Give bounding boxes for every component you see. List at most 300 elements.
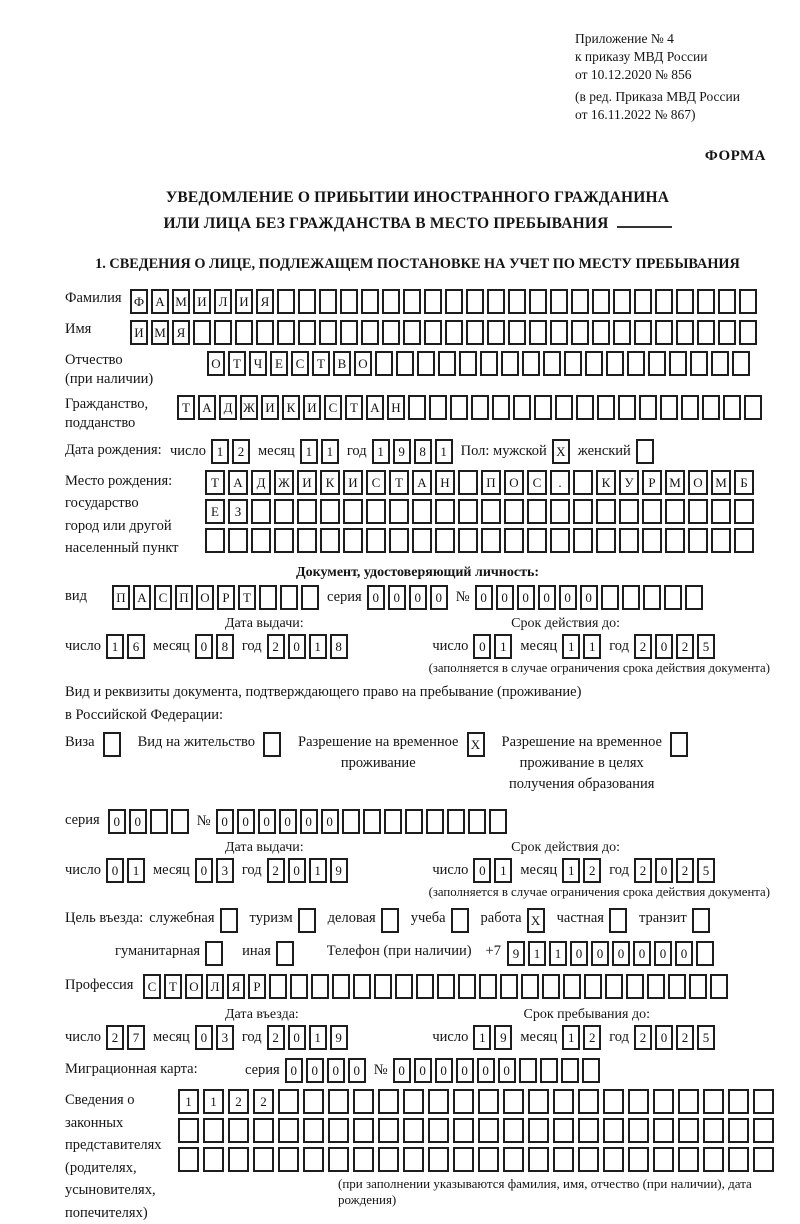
char-cell[interactable]	[634, 320, 652, 345]
char-cell[interactable]: 0	[498, 1058, 516, 1083]
char-cell[interactable]	[478, 1147, 499, 1172]
char-cell[interactable]	[689, 974, 707, 999]
char-cell[interactable]: П	[175, 585, 193, 610]
char-cell[interactable]	[592, 320, 610, 345]
char-cell[interactable]	[193, 320, 211, 345]
char-cell[interactable]	[303, 1089, 324, 1114]
char-cell[interactable]	[555, 395, 573, 420]
char-cell[interactable]: 2	[676, 634, 694, 659]
char-cell[interactable]	[664, 585, 682, 610]
char-cell[interactable]	[603, 1118, 624, 1143]
char-cell[interactable]: 0	[106, 858, 124, 883]
char-cell[interactable]: 1	[127, 858, 145, 883]
char-cell[interactable]	[298, 289, 316, 314]
char-cell[interactable]: 0	[580, 585, 598, 610]
char-cell[interactable]	[503, 1089, 524, 1114]
char-cell[interactable]	[298, 908, 316, 933]
char-cell[interactable]	[642, 528, 662, 553]
char-cell[interactable]	[205, 941, 223, 966]
char-cell[interactable]: О	[185, 974, 203, 999]
char-cell[interactable]: И	[130, 320, 148, 345]
char-cell[interactable]	[378, 1118, 399, 1143]
char-cell[interactable]	[453, 1147, 474, 1172]
char-cell[interactable]: 0	[655, 1025, 673, 1050]
char-cell[interactable]	[478, 1118, 499, 1143]
char-cell[interactable]: О	[688, 470, 708, 495]
char-cell[interactable]	[417, 351, 435, 376]
char-cell[interactable]	[655, 289, 673, 314]
char-cell[interactable]: М	[172, 289, 190, 314]
char-cell[interactable]	[445, 289, 463, 314]
char-cell[interactable]	[697, 289, 715, 314]
char-cell[interactable]	[681, 395, 699, 420]
char-cell[interactable]	[578, 1147, 599, 1172]
char-cell[interactable]: Т	[345, 395, 363, 420]
char-cell[interactable]: 0	[258, 809, 276, 834]
char-cell[interactable]	[728, 1147, 749, 1172]
char-cell[interactable]	[553, 1147, 574, 1172]
char-cell[interactable]	[374, 974, 392, 999]
char-cell[interactable]	[582, 1058, 600, 1083]
char-cell[interactable]	[528, 1147, 549, 1172]
char-cell[interactable]: 0	[473, 634, 491, 659]
char-cell[interactable]	[403, 1118, 424, 1143]
char-cell[interactable]: Т	[389, 470, 409, 495]
char-cell[interactable]: И	[235, 289, 253, 314]
char-cell[interactable]: 1	[435, 439, 453, 464]
char-cell[interactable]	[573, 470, 593, 495]
char-cell[interactable]	[527, 528, 547, 553]
char-cell[interactable]	[361, 289, 379, 314]
char-cell[interactable]: 7	[127, 1025, 145, 1050]
char-cell[interactable]	[259, 585, 277, 610]
char-cell[interactable]	[732, 351, 750, 376]
char-cell[interactable]: Я	[256, 289, 274, 314]
char-cell[interactable]	[690, 351, 708, 376]
char-cell[interactable]	[453, 1118, 474, 1143]
char-cell[interactable]	[710, 974, 728, 999]
char-cell[interactable]	[290, 974, 308, 999]
char-cell[interactable]	[277, 289, 295, 314]
char-cell[interactable]	[670, 732, 688, 757]
char-cell[interactable]	[653, 1147, 674, 1172]
char-cell[interactable]: 0	[612, 941, 630, 966]
char-cell[interactable]	[678, 1147, 699, 1172]
char-cell[interactable]: 8	[216, 634, 234, 659]
char-cell[interactable]: Л	[214, 289, 232, 314]
char-cell[interactable]	[343, 528, 363, 553]
char-cell[interactable]: Я	[227, 974, 245, 999]
char-cell[interactable]	[487, 289, 505, 314]
char-cell[interactable]: 0	[456, 1058, 474, 1083]
char-cell[interactable]	[343, 499, 363, 524]
char-cell[interactable]	[366, 499, 386, 524]
char-cell[interactable]	[403, 320, 421, 345]
char-cell[interactable]	[438, 351, 456, 376]
char-cell[interactable]	[424, 289, 442, 314]
char-cell[interactable]	[280, 585, 298, 610]
char-cell[interactable]	[389, 528, 409, 553]
char-cell[interactable]: Т	[205, 470, 225, 495]
char-cell[interactable]	[178, 1118, 199, 1143]
char-cell[interactable]	[353, 974, 371, 999]
char-cell[interactable]	[150, 809, 168, 834]
char-cell[interactable]: Р	[642, 470, 662, 495]
char-cell[interactable]	[403, 289, 421, 314]
char-cell[interactable]	[534, 395, 552, 420]
char-cell[interactable]	[606, 351, 624, 376]
char-cell[interactable]	[303, 1118, 324, 1143]
char-cell[interactable]: 0	[655, 634, 673, 659]
char-cell[interactable]: 5	[697, 634, 715, 659]
char-cell[interactable]: 0	[430, 585, 448, 610]
char-cell[interactable]: 2	[634, 634, 652, 659]
char-cell[interactable]: 1	[562, 858, 580, 883]
char-cell[interactable]	[564, 351, 582, 376]
char-cell[interactable]	[453, 1089, 474, 1114]
char-cell[interactable]	[340, 289, 358, 314]
char-cell[interactable]	[728, 1118, 749, 1143]
char-cell[interactable]	[692, 908, 710, 933]
char-cell[interactable]	[375, 351, 393, 376]
char-cell[interactable]: 1	[494, 634, 512, 659]
char-cell[interactable]: 1	[309, 858, 327, 883]
char-cell[interactable]	[458, 470, 478, 495]
char-cell[interactable]: 1	[309, 1025, 327, 1050]
char-cell[interactable]: Ф	[130, 289, 148, 314]
char-cell[interactable]	[481, 499, 501, 524]
char-cell[interactable]	[688, 528, 708, 553]
char-cell[interactable]	[513, 395, 531, 420]
char-cell[interactable]: Р	[248, 974, 266, 999]
char-cell[interactable]	[619, 499, 639, 524]
char-cell[interactable]: 2	[676, 1025, 694, 1050]
char-cell[interactable]	[603, 1147, 624, 1172]
char-cell[interactable]	[508, 320, 526, 345]
char-cell[interactable]	[429, 395, 447, 420]
char-cell[interactable]	[319, 320, 337, 345]
char-cell[interactable]: 0	[675, 941, 693, 966]
char-cell[interactable]	[571, 289, 589, 314]
char-cell[interactable]	[353, 1118, 374, 1143]
char-cell[interactable]	[278, 1147, 299, 1172]
char-cell[interactable]	[381, 908, 399, 933]
char-cell[interactable]: 2	[232, 439, 250, 464]
char-cell[interactable]: Д	[251, 470, 271, 495]
char-cell[interactable]	[528, 1089, 549, 1114]
char-cell[interactable]	[753, 1118, 774, 1143]
char-cell[interactable]	[676, 289, 694, 314]
char-cell[interactable]	[297, 528, 317, 553]
char-cell[interactable]: А	[133, 585, 151, 610]
char-cell[interactable]	[660, 395, 678, 420]
char-cell[interactable]	[613, 320, 631, 345]
char-cell[interactable]	[653, 1089, 674, 1114]
char-cell[interactable]	[320, 528, 340, 553]
char-cell[interactable]: 0	[216, 809, 234, 834]
char-cell[interactable]: 2	[583, 1025, 601, 1050]
char-cell[interactable]	[361, 320, 379, 345]
char-cell[interactable]	[504, 499, 524, 524]
char-cell[interactable]: 2	[634, 858, 652, 883]
char-cell[interactable]	[622, 585, 640, 610]
char-cell[interactable]	[328, 1118, 349, 1143]
char-cell[interactable]: 2	[267, 634, 285, 659]
char-cell[interactable]: 0	[496, 585, 514, 610]
char-cell[interactable]: А	[151, 289, 169, 314]
char-cell[interactable]: 0	[409, 585, 427, 610]
char-cell[interactable]: Ч	[249, 351, 267, 376]
char-cell[interactable]: С	[527, 470, 547, 495]
char-cell[interactable]: 1	[211, 439, 229, 464]
char-cell[interactable]	[627, 351, 645, 376]
char-cell[interactable]: 1	[203, 1089, 224, 1114]
char-cell[interactable]: Е	[205, 499, 225, 524]
char-cell[interactable]: 1	[583, 634, 601, 659]
char-cell[interactable]	[251, 499, 271, 524]
char-cell[interactable]: 0	[288, 858, 306, 883]
char-cell[interactable]: Б	[734, 470, 754, 495]
char-cell[interactable]	[478, 1089, 499, 1114]
char-cell[interactable]	[428, 1089, 449, 1114]
char-cell[interactable]: 0	[473, 858, 491, 883]
char-cell[interactable]	[203, 1147, 224, 1172]
char-cell[interactable]: У	[619, 470, 639, 495]
char-cell[interactable]	[703, 1118, 724, 1143]
char-cell[interactable]	[619, 528, 639, 553]
char-cell[interactable]: 0	[195, 858, 213, 883]
char-cell[interactable]	[504, 528, 524, 553]
char-cell[interactable]: Я	[172, 320, 190, 345]
char-cell[interactable]	[688, 499, 708, 524]
char-cell[interactable]: К	[596, 470, 616, 495]
char-cell[interactable]	[744, 395, 762, 420]
char-cell[interactable]	[626, 974, 644, 999]
char-cell[interactable]: 0	[477, 1058, 495, 1083]
char-cell[interactable]: К	[282, 395, 300, 420]
char-cell[interactable]	[303, 1147, 324, 1172]
char-cell[interactable]: А	[412, 470, 432, 495]
char-cell[interactable]	[235, 320, 253, 345]
char-cell[interactable]: .	[550, 470, 570, 495]
char-cell[interactable]	[342, 809, 360, 834]
char-cell[interactable]: 0	[388, 585, 406, 610]
char-cell[interactable]	[578, 1089, 599, 1114]
char-cell[interactable]	[653, 1118, 674, 1143]
char-cell[interactable]	[251, 528, 271, 553]
char-cell[interactable]	[702, 395, 720, 420]
char-cell[interactable]	[573, 528, 593, 553]
char-cell[interactable]: О	[207, 351, 225, 376]
char-cell[interactable]	[214, 320, 232, 345]
char-cell[interactable]: 1	[309, 634, 327, 659]
char-cell[interactable]	[445, 320, 463, 345]
char-cell[interactable]	[298, 320, 316, 345]
char-cell[interactable]	[678, 1089, 699, 1114]
char-cell[interactable]: 0	[288, 634, 306, 659]
char-cell[interactable]: А	[198, 395, 216, 420]
char-cell[interactable]: С	[324, 395, 342, 420]
char-cell[interactable]	[435, 499, 455, 524]
char-cell[interactable]: Ж	[274, 470, 294, 495]
char-cell[interactable]: Т	[238, 585, 256, 610]
char-cell[interactable]: И	[303, 395, 321, 420]
char-cell[interactable]: 1	[562, 1025, 580, 1050]
char-cell[interactable]: 1	[549, 941, 567, 966]
char-cell[interactable]: 2	[267, 1025, 285, 1050]
char-cell[interactable]	[501, 351, 519, 376]
char-cell[interactable]	[503, 1147, 524, 1172]
char-cell[interactable]	[628, 1147, 649, 1172]
char-cell[interactable]	[203, 1118, 224, 1143]
char-cell[interactable]	[274, 528, 294, 553]
char-cell[interactable]: 0	[654, 941, 672, 966]
char-cell[interactable]	[655, 320, 673, 345]
char-cell[interactable]	[228, 1118, 249, 1143]
char-cell[interactable]: 1	[562, 634, 580, 659]
char-cell[interactable]: 0	[108, 809, 126, 834]
char-cell[interactable]: О	[196, 585, 214, 610]
char-cell[interactable]	[451, 908, 469, 933]
char-cell[interactable]: 1	[372, 439, 390, 464]
char-cell[interactable]: О	[354, 351, 372, 376]
char-cell[interactable]	[269, 974, 287, 999]
char-cell[interactable]: 2	[676, 858, 694, 883]
char-cell[interactable]	[553, 1089, 574, 1114]
char-cell[interactable]	[276, 941, 294, 966]
char-cell[interactable]	[550, 320, 568, 345]
char-cell[interactable]	[703, 1089, 724, 1114]
char-cell[interactable]	[753, 1147, 774, 1172]
char-cell[interactable]	[403, 1089, 424, 1114]
char-cell[interactable]: 0	[538, 585, 556, 610]
char-cell[interactable]	[437, 974, 455, 999]
char-cell[interactable]	[519, 1058, 537, 1083]
char-cell[interactable]	[435, 528, 455, 553]
char-cell[interactable]: 0	[300, 809, 318, 834]
char-cell[interactable]	[278, 1118, 299, 1143]
char-cell[interactable]: 2	[583, 858, 601, 883]
char-cell[interactable]	[529, 320, 547, 345]
char-cell[interactable]: М	[711, 470, 731, 495]
char-cell[interactable]	[601, 585, 619, 610]
char-cell[interactable]	[734, 528, 754, 553]
char-cell[interactable]: 0	[237, 809, 255, 834]
char-cell[interactable]	[378, 1089, 399, 1114]
char-cell[interactable]	[340, 320, 358, 345]
char-cell[interactable]	[366, 528, 386, 553]
char-cell[interactable]: Т	[312, 351, 330, 376]
char-cell[interactable]	[585, 351, 603, 376]
char-cell[interactable]: А	[366, 395, 384, 420]
char-cell[interactable]: 0	[288, 1025, 306, 1050]
char-cell[interactable]: 1	[321, 439, 339, 464]
char-cell[interactable]	[253, 1118, 274, 1143]
char-cell[interactable]: П	[112, 585, 130, 610]
char-cell[interactable]	[613, 289, 631, 314]
char-cell[interactable]: М	[151, 320, 169, 345]
char-cell[interactable]	[382, 289, 400, 314]
char-cell[interactable]	[297, 499, 317, 524]
char-cell[interactable]	[458, 974, 476, 999]
char-cell[interactable]	[408, 395, 426, 420]
char-cell[interactable]	[481, 528, 501, 553]
char-cell[interactable]	[480, 351, 498, 376]
char-cell[interactable]	[669, 351, 687, 376]
char-cell[interactable]	[396, 351, 414, 376]
char-cell[interactable]	[459, 351, 477, 376]
char-cell[interactable]	[228, 1147, 249, 1172]
char-cell[interactable]: М	[665, 470, 685, 495]
char-cell[interactable]	[468, 809, 486, 834]
char-cell[interactable]: И	[297, 470, 317, 495]
char-cell[interactable]: 0	[393, 1058, 411, 1083]
char-cell[interactable]	[550, 499, 570, 524]
char-cell[interactable]	[353, 1089, 374, 1114]
char-cell[interactable]	[711, 528, 731, 553]
char-cell[interactable]	[277, 320, 295, 345]
char-cell[interactable]	[665, 499, 685, 524]
char-cell[interactable]: 8	[414, 439, 432, 464]
char-cell[interactable]	[508, 289, 526, 314]
char-cell[interactable]	[571, 320, 589, 345]
char-cell[interactable]: 0	[435, 1058, 453, 1083]
char-cell[interactable]: 3	[216, 858, 234, 883]
char-cell[interactable]	[618, 395, 636, 420]
char-cell[interactable]: 0	[195, 634, 213, 659]
char-cell[interactable]	[528, 1118, 549, 1143]
char-cell[interactable]	[563, 974, 581, 999]
char-cell[interactable]	[561, 1058, 579, 1083]
char-cell[interactable]	[753, 1089, 774, 1114]
char-cell[interactable]	[584, 974, 602, 999]
char-cell[interactable]: 0	[570, 941, 588, 966]
char-cell[interactable]: Л	[206, 974, 224, 999]
char-cell[interactable]	[253, 1147, 274, 1172]
char-cell[interactable]	[576, 395, 594, 420]
char-cell[interactable]	[353, 1147, 374, 1172]
char-cell[interactable]: 9	[393, 439, 411, 464]
char-cell[interactable]	[642, 499, 662, 524]
char-cell[interactable]	[542, 974, 560, 999]
char-cell[interactable]	[553, 1118, 574, 1143]
char-cell[interactable]	[458, 499, 478, 524]
char-cell[interactable]: 0	[591, 941, 609, 966]
char-cell[interactable]	[405, 809, 423, 834]
char-cell[interactable]	[447, 809, 465, 834]
char-cell[interactable]: 2	[253, 1089, 274, 1114]
char-cell[interactable]	[382, 320, 400, 345]
char-cell[interactable]: 0	[475, 585, 493, 610]
char-cell[interactable]	[685, 585, 703, 610]
char-cell[interactable]	[723, 395, 741, 420]
char-cell[interactable]	[711, 499, 731, 524]
char-cell[interactable]: 0	[195, 1025, 213, 1050]
char-cell[interactable]	[678, 1118, 699, 1143]
char-cell[interactable]	[734, 499, 754, 524]
char-cell[interactable]	[171, 809, 189, 834]
char-cell[interactable]: Р	[217, 585, 235, 610]
char-cell[interactable]: И	[261, 395, 279, 420]
char-cell[interactable]: С	[143, 974, 161, 999]
char-cell[interactable]: 0	[414, 1058, 432, 1083]
char-cell[interactable]	[592, 289, 610, 314]
char-cell[interactable]: 2	[228, 1089, 249, 1114]
char-cell[interactable]	[636, 439, 654, 464]
char-cell[interactable]	[550, 289, 568, 314]
char-cell[interactable]	[634, 289, 652, 314]
char-cell[interactable]: 3	[216, 1025, 234, 1050]
